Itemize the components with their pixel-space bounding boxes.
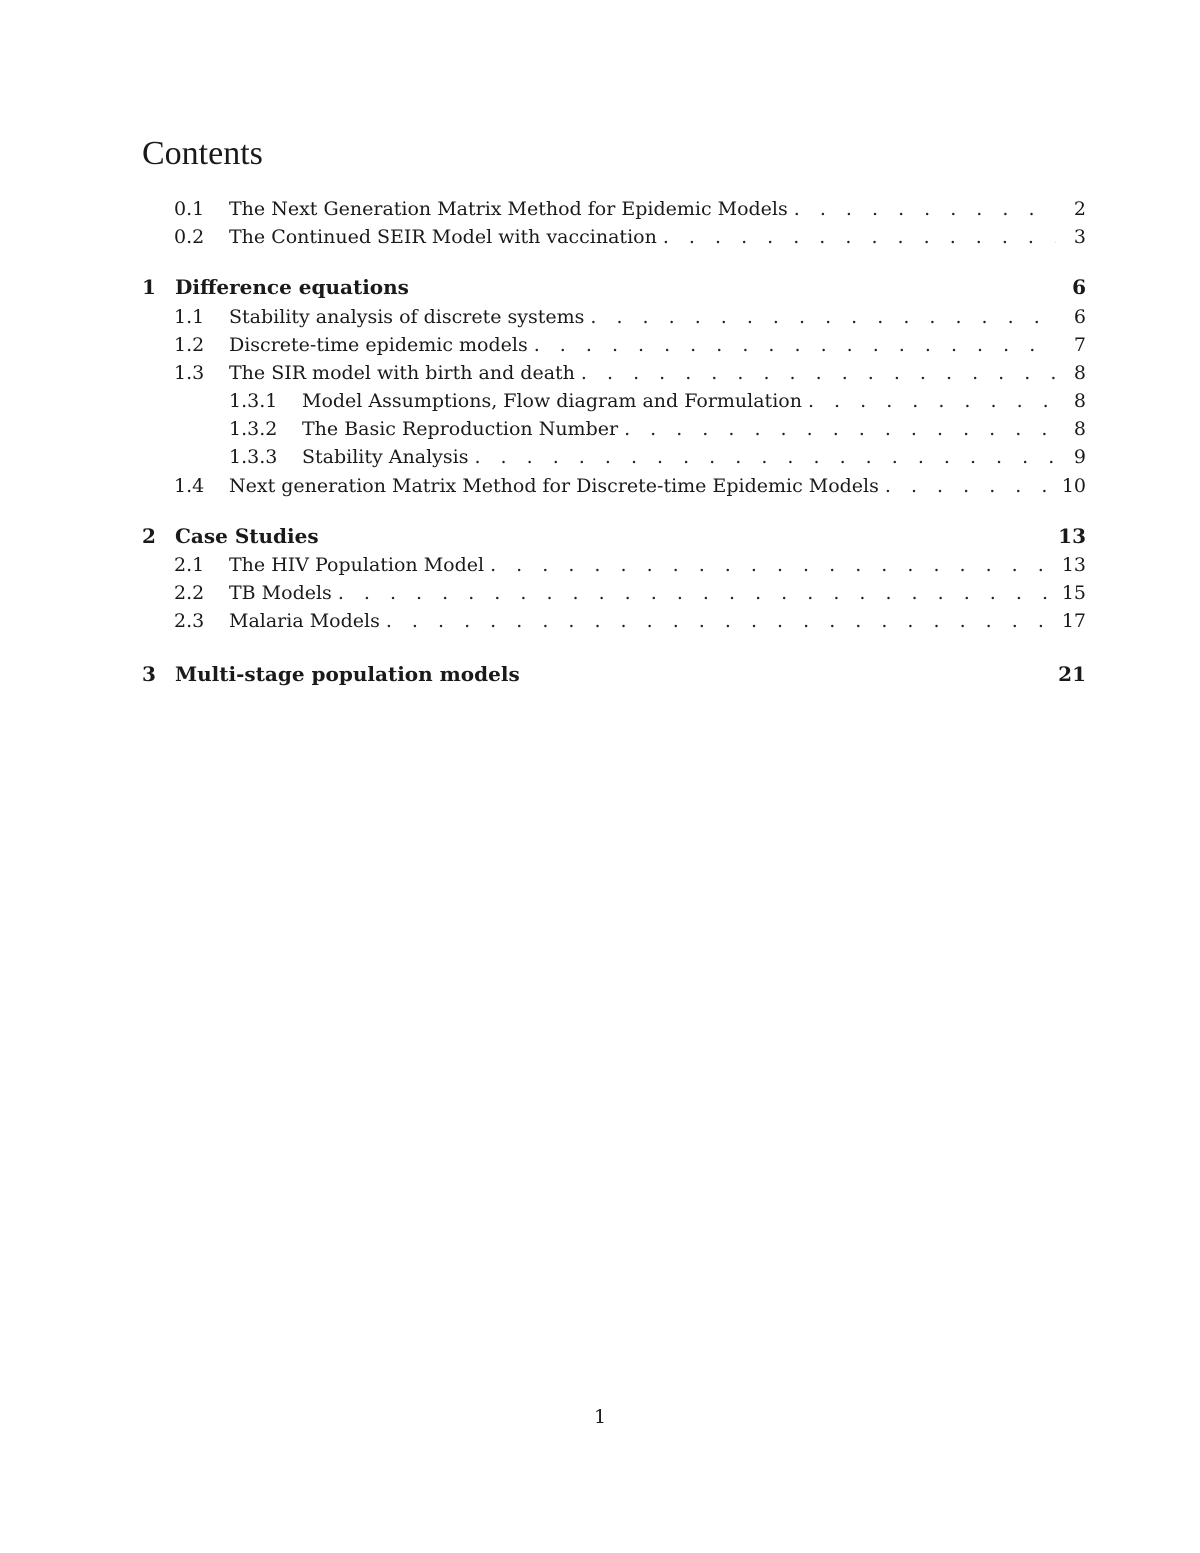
toc-entry-page: 8	[1073, 390, 1086, 412]
toc-entry-page: 6	[1073, 306, 1086, 328]
dot-leader	[474, 443, 1056, 471]
dot-leader	[624, 415, 1056, 443]
toc-entry-page: 3	[1073, 226, 1086, 248]
toc-entry-title: The HIV Population Model	[229, 554, 485, 576]
toc-chapter-3[interactable]	[142, 660, 1086, 688]
toc-entry-number: 1.3	[174, 362, 205, 384]
dot-leader	[490, 551, 1056, 579]
toc-chapter-number: 1	[142, 275, 156, 299]
toc-entry-page: 10	[1061, 475, 1086, 497]
page-title: Contents	[142, 135, 263, 172]
toc-entry-2-2[interactable]	[142, 579, 1086, 607]
toc-entry-number: 2.1	[174, 554, 205, 576]
toc-chapter-page: 13	[1058, 524, 1086, 548]
toc-entry-title: The Next Generation Matrix Method for Epidemic Models	[229, 198, 788, 220]
toc-entry-page: 9	[1073, 446, 1086, 468]
dot-leader	[885, 472, 1056, 500]
toc-chapter-title: Multi-stage population models	[175, 662, 520, 686]
toc-entry-number: 1.1	[174, 306, 205, 328]
toc-entry-number: 2.2	[174, 582, 205, 604]
toc-entry-number: 1.2	[174, 334, 205, 356]
page-number: 1	[593, 1406, 607, 1428]
toc-entry-title: Discrete-time epidemic models	[229, 334, 528, 356]
toc-entry-title: Stability analysis of discrete systems	[229, 306, 585, 328]
toc-entry-number: 1.4	[174, 475, 205, 497]
toc-entry-page: 8	[1073, 362, 1086, 384]
toc-entry-1-4[interactable]	[142, 472, 1086, 500]
dot-leader	[794, 195, 1056, 223]
toc-chapter-1[interactable]	[142, 273, 1086, 301]
toc-chapter-2[interactable]	[142, 522, 1086, 550]
toc-entry-page: 2	[1073, 198, 1086, 220]
toc-entry-page: 15	[1061, 582, 1086, 604]
dot-leader	[581, 359, 1056, 387]
toc-entry-1-3[interactable]	[142, 359, 1086, 387]
toc-entry-page: 7	[1073, 334, 1086, 356]
dot-leader	[338, 579, 1056, 607]
toc-entry-page: 17	[1061, 610, 1086, 632]
toc-chapter-page: 6	[1072, 275, 1086, 299]
toc-entry-page: 8	[1073, 418, 1086, 440]
toc-entry-1-1[interactable]	[142, 303, 1086, 331]
toc-entry-title: Malaria Models	[229, 610, 380, 632]
toc-entry-title: The Basic Reproduction Number	[302, 418, 619, 440]
toc-chapter-number: 2	[142, 524, 156, 548]
toc-entry-title: TB Models	[229, 582, 332, 604]
toc-entry-2-1[interactable]	[142, 551, 1086, 579]
toc-entry-title: Stability Analysis	[302, 446, 469, 468]
toc-entry-page: 13	[1061, 554, 1086, 576]
toc-entry-2-3[interactable]	[142, 607, 1086, 635]
dot-leader	[808, 387, 1056, 415]
toc-entry-title: The Continued SEIR Model with vaccination	[229, 226, 657, 248]
dot-leader	[590, 303, 1056, 331]
toc-entry-1-2[interactable]	[142, 331, 1086, 359]
toc-entry-title: Model Assumptions, Flow diagram and Formulation	[302, 390, 802, 412]
toc-entry-number: 1.3.2	[229, 418, 278, 440]
toc-entry-0-1[interactable]	[142, 195, 1086, 223]
toc-entry-0-2[interactable]	[142, 223, 1086, 251]
toc-entry-number: 0.1	[174, 198, 205, 220]
dot-leader	[386, 607, 1056, 635]
toc-entry-number: 1.3.1	[229, 390, 278, 412]
toc-chapter-page: 21	[1058, 662, 1086, 686]
toc-entry-title: The SIR model with birth and death	[229, 362, 575, 384]
toc-entry-title: Next generation Matrix Method for Discrete-time Epidemic Models	[229, 475, 879, 497]
toc-entry-number: 2.3	[174, 610, 205, 632]
toc-entry-1-3-3[interactable]	[142, 443, 1086, 471]
dot-leader	[534, 331, 1056, 359]
toc-entry-1-3-2[interactable]	[142, 415, 1086, 443]
toc-chapter-title: Case Studies	[175, 524, 319, 548]
toc-entry-number: 0.2	[174, 226, 205, 248]
toc-chapter-number: 3	[142, 662, 156, 686]
toc-entry-number: 1.3.3	[229, 446, 278, 468]
toc-chapter-title: Difference equations	[175, 275, 409, 299]
dot-leader	[663, 223, 1056, 251]
toc-entry-1-3-1[interactable]	[142, 387, 1086, 415]
